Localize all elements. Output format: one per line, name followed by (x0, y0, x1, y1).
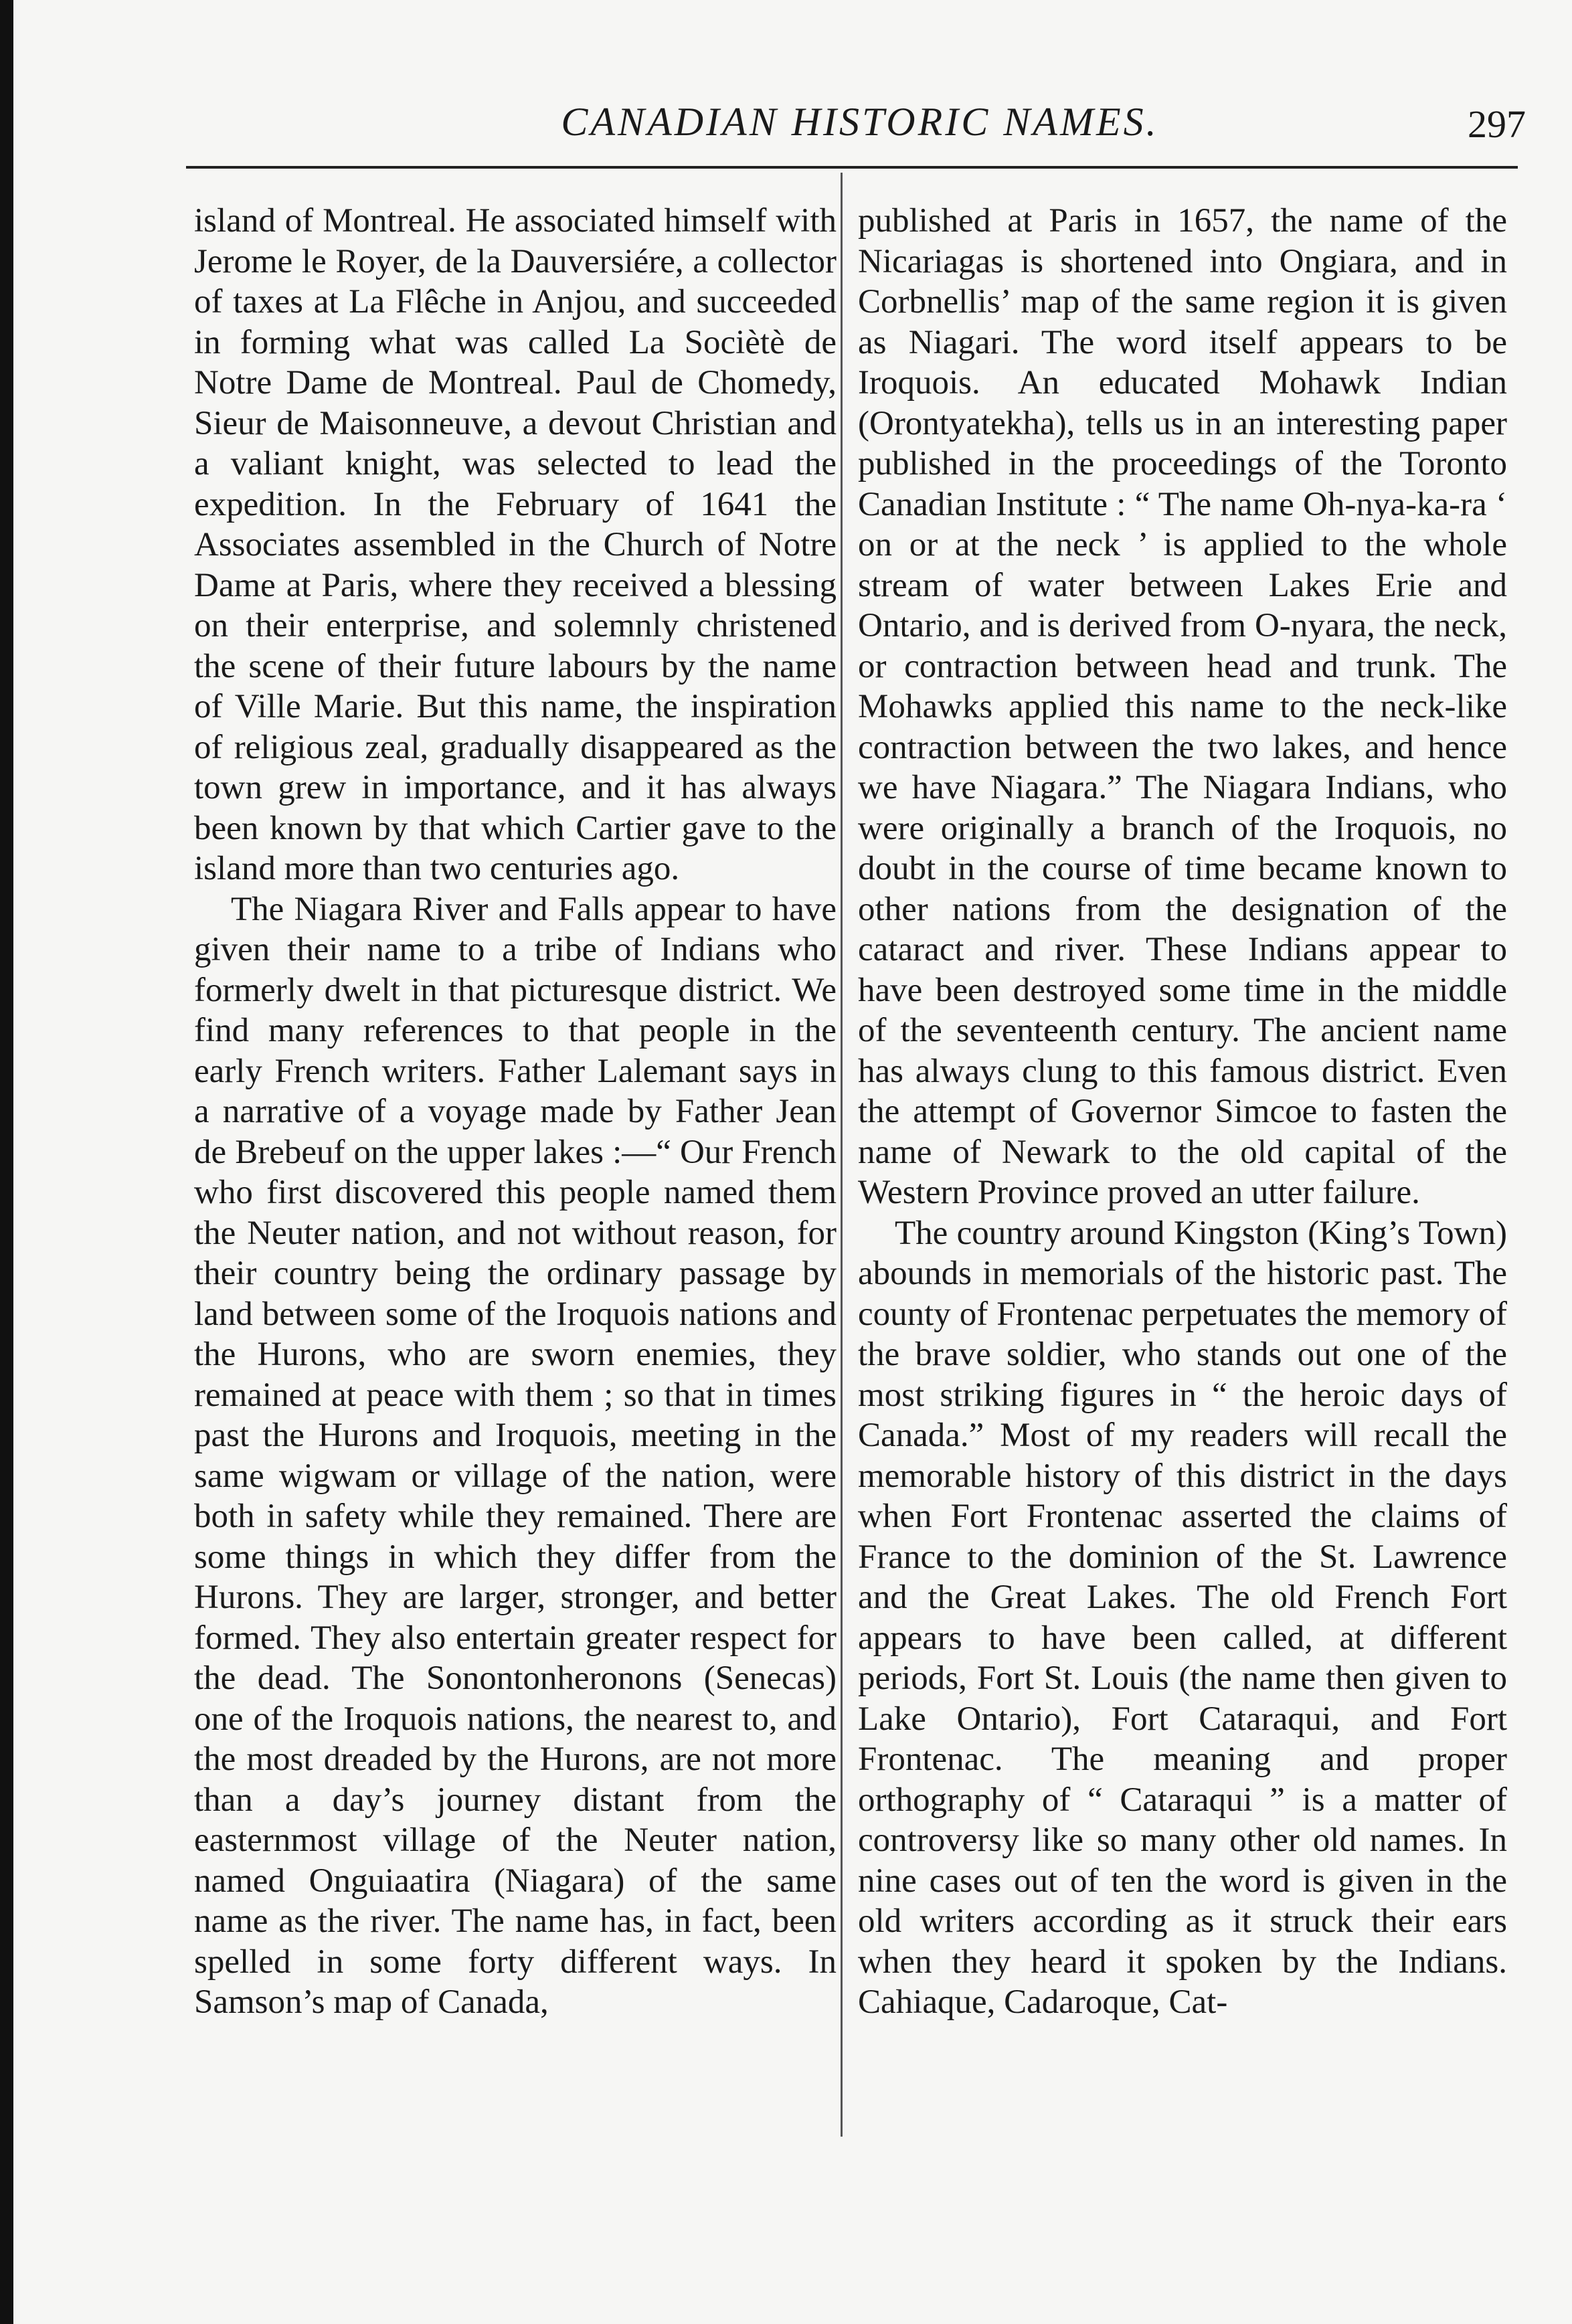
column-divider (841, 173, 843, 2137)
page-binding-edge (0, 0, 13, 2324)
paragraph-niagara: The Niagara River and Falls appear to have given their name to a tribe of Indians who formerly dwelt in that picturesque district. We find many references to that people in the early French writers. Father Lalemant says in a narrative of a voyage made by Father Jean de Brebeuf on the upper lakes :—“ Our French who first discovered this people named them the Neuter nation, and not without reason, for their country being the ordinary passage by land between some of the Iroquois nations and the Hurons, who are sworn enemies, they remained at peace with them ; so that in times past the Hurons and Iroquois, meeting in the same wigwam or village of the nation, were both in safety while they remained. There are some things in which they differ from the Hurons. They are larger, stronger, and better formed. They also entertain greater respect for the dead. The Sonontonheronons (Senecas) one of the Iroquois nations, the nearest to, and the most dreaded by the Hurons, are not more than a day’s journey distant from the easternmost village of the Neuter nation, named Onguiaatira (Niagara) of the same name as the river. The name has, in fact, been spelled in some forty different ways. In Samson’s map of Canada, (194, 890, 837, 2021)
right-column (858, 201, 1507, 2023)
paragraph-montreal: island of Montreal. He associated himself with Jerome le Royer, de la Dauversiére, a collector of taxes at La Flêche in Anjou, and succeeded in forming what was called La Sociètè de Notre Dame de Montreal. Paul de Chomedy, Sieur de Maisonneuve, a devout Christian and a valiant knight, was selected to lead the expedition. In the February of 1641 the Associates assembled in the Church of Notre Dame at Paris, where they received a blessing on their enterprise, and solemnly christened the scene of their future labours by the name of Ville Marie. But this name, the inspiration of religious zeal, gradually disappeared as the town grew in importance, and it has always been known by that which Cartier gave to the island more than two centuries ago. (194, 202, 837, 887)
paragraph-niagara-continued: published at Paris in 1657, the name of the Nicariagas is shortened into Ongiara, and in Corbnellis’ map of the same region it is given as Niagari. The word itself appears to be Iroquois. An educated Mohawk Indian (Orontyatekha), tells us in an interesting paper published in the proceedings of the Toronto Canadian Institute : “ The name Oh-nya-ka-ra ‘ on or at the neck ’ is applied to the whole stream of water between Lakes Erie and Ontario, and is derived from O-nyara, the neck, or contraction between head and trunk. The Mohawks applied this name to the neck-like contraction between the two lakes, and hence we have Niagara.” The Niagara Indians, who were originally a branch of the Iroquois, no doubt in the course of time became known to other nations from the designation of the cataract and river. These Indians appear to have been destroyed some time in the middle of the seventeenth century. The ancient name has always clung to this famous district. Even the attempt of Governor Simcoe to fasten the name of Newark to the old capital of the Western Province proved an utter failure. (858, 202, 1507, 1211)
page-number: 297 (1468, 102, 1526, 146)
header-rule (186, 166, 1518, 169)
paragraph-kingston: The country around Kingston (King’s Town) abounds in memorials of the historic past. The county of Frontenac perpetuates the memory of the brave soldier, who stands out one of the most striking figures in “ the heroic days of Canada.” Most of my readers will recall the memorable history of this district in the days when Fort Frontenac asserted the claims of France to the dominion of the St. Lawrence and the Great Lakes. The old French Fort appears to have been called, at different periods, Fort St. Louis (the name then given to Lake Ontario), Fort Cataraqui, and Fort Frontenac. The meaning and proper orthography of “ Cataraqui ” is a matter of controversy like so many other old names. In nine cases out of ten the word is given in the old writers according as it struck their ears when they heard it spoken by the Indians. Cahiaque, Cadaroque, Cat- (858, 1214, 1507, 2021)
running-head-title: CANADIAN HISTORIC NAMES. (561, 100, 1159, 144)
running-head (194, 99, 1526, 153)
left-column (194, 201, 837, 2023)
